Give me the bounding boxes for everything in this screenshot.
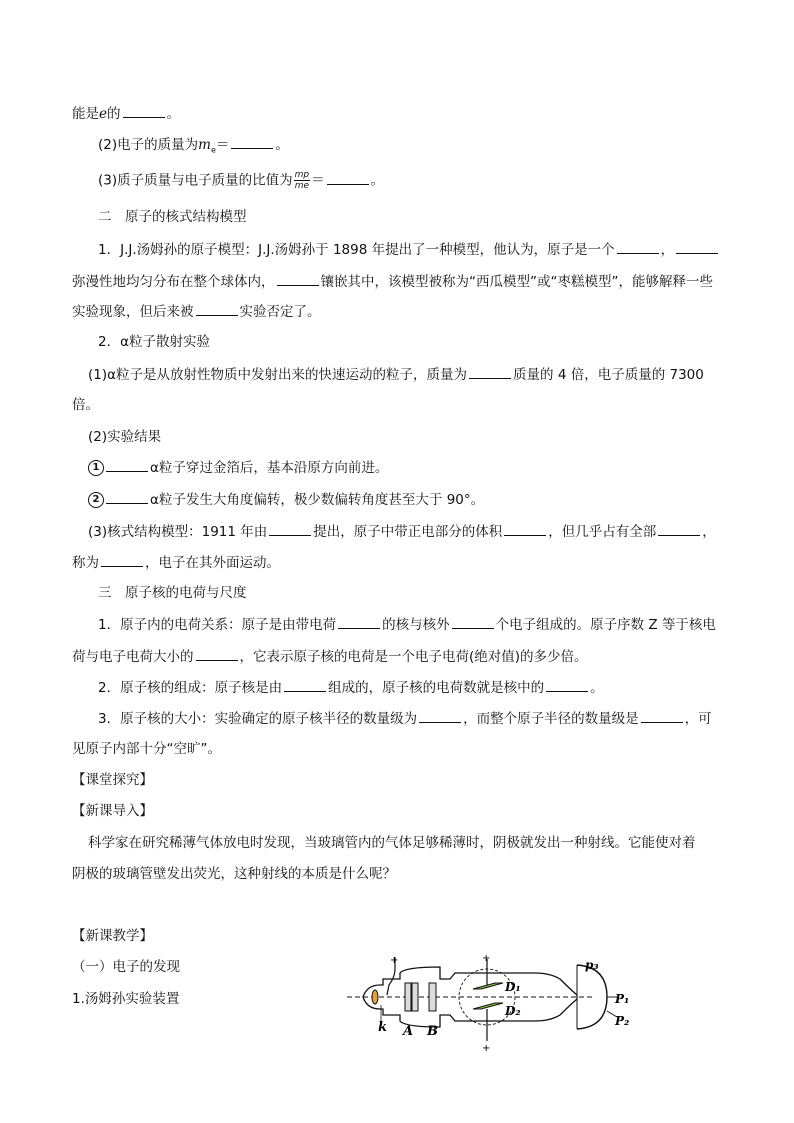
blank[interactable]: [231, 135, 273, 149]
blank[interactable]: [469, 365, 511, 379]
circled-number-1: 1: [88, 460, 104, 476]
plate-D2: [473, 1003, 503, 1009]
line-5: 1．J.J.汤姆孙的原子模型：J.J.汤姆孙于 1898 年提出了一种模型，他认为，原子是一个 ，: [98, 240, 720, 259]
section-classroom-inquiry: 【课堂探究】: [72, 772, 153, 788]
label-B: B: [427, 1024, 438, 1039]
line-3: (3)质子质量与电子质量的比值为 $\frac{mp}{me}$ ＝ 。: [98, 170, 385, 191]
section-new-lesson-teaching: 【新课教学】: [72, 928, 153, 944]
label-k: k: [378, 1020, 388, 1035]
blank[interactable]: [617, 240, 659, 254]
blank[interactable]: [196, 647, 238, 661]
blank[interactable]: [327, 171, 369, 185]
subsection-electron-discovery: （一）电子的发现: [72, 959, 180, 975]
blank[interactable]: [196, 302, 238, 316]
blank[interactable]: [277, 272, 319, 286]
blank[interactable]: [101, 553, 143, 567]
anode-A-ring: [412, 983, 418, 1011]
circled-number-2: 2: [88, 492, 104, 508]
plus-terminal-label: +: [390, 955, 399, 966]
blank[interactable]: [504, 522, 546, 536]
intro-paragraph-line-1: 科学家在研究稀薄气体放电时发现，当玻璃管内的气体足够稀薄时，阴极就发出一种射线。它能使对着: [88, 835, 696, 851]
thomson-apparatus-diagram: [345, 955, 635, 1055]
line-17: 1．原子内的电荷关系：原子是由带电荷 的核与核外 个电子组成的。原子序数 Z 等于核电: [98, 617, 716, 633]
line-6: 弥漫性地均匀分布在整个球体内， 镶嵌其中，该模型被称为“西瓜模型”或“枣糕模型”，能够解释一些: [72, 274, 713, 290]
label-p3: p₃: [585, 958, 599, 972]
line-20: 3．原子核的大小：实验确定的原子核半径的数量级为 ，而整个原子半径的数量级是 ，可: [98, 711, 712, 727]
top-terminal-label: +: [482, 955, 491, 964]
blank[interactable]: [641, 709, 683, 723]
line-14: (3)核式结构模型：1911 年由 提出，原子中带正电部分的体积 ，但几乎占有全部 ，: [88, 524, 716, 540]
line-1: 能是e的 。: [72, 106, 180, 122]
line-10: 倍。: [72, 397, 99, 413]
line-12: 1 α粒子穿过金箔后，基本沿原方向前进。: [88, 458, 388, 477]
line-7: 实验现象，但后来被 实验否定了。: [72, 304, 321, 320]
bottom-terminal-label: +: [482, 1043, 491, 1054]
section-heading-2: 二 原子的核式结构模型: [98, 209, 247, 225]
line-19: 2．原子核的组成：原子核是由 组成的，原子核的电荷数就是核中的 。: [98, 680, 604, 696]
blank[interactable]: [338, 615, 380, 629]
mass-ratio-fraction: $\frac{mp}{me}$: [294, 170, 310, 191]
line-2: (2)电子的质量为$m_e=$ 。: [98, 137, 289, 155]
anode-B: [429, 983, 436, 1011]
label-D1: D₁: [505, 980, 521, 994]
line-11: (2)实验结果: [88, 429, 162, 445]
blank[interactable]: [452, 615, 494, 629]
blank[interactable]: [123, 104, 165, 118]
blank[interactable]: [284, 678, 326, 692]
intro-paragraph-line-2: 阴极的玻璃管壁发出荧光，这种射线的本质是什么呢？: [72, 866, 396, 882]
blank[interactable]: [658, 522, 700, 536]
blank[interactable]: [269, 522, 311, 536]
line-9: (1)α粒子是从放射性物质中发射出来的快速运动的粒子，质量为 质量的 4 倍，电子质量的 7300: [88, 367, 704, 383]
blank[interactable]: [676, 240, 718, 254]
line-21: 见原子内部十分“空旷”。: [72, 741, 221, 757]
line-8: 2．α粒子散射实验: [98, 334, 210, 350]
line-15: 称为 ，电子在其外面运动。: [72, 555, 280, 571]
cathode-electrode: [372, 990, 378, 1004]
section-heading-3: 三 原子核的电荷与尺度: [98, 585, 247, 601]
anode-A: [405, 983, 411, 1011]
label-A: A: [403, 1024, 414, 1039]
blank[interactable]: [419, 709, 461, 723]
label-p1: P₁: [615, 992, 630, 1006]
label-D2: D₂: [505, 1004, 521, 1018]
blank[interactable]: [546, 678, 588, 692]
plate-D1: [473, 983, 503, 989]
blank[interactable]: [106, 458, 148, 472]
line-18: 荷与电子电荷大小的 ，它表示原子核的电荷是一个电子电荷(绝对值)的多少倍。: [72, 649, 588, 665]
blank[interactable]: [106, 490, 148, 504]
thomson-apparatus-label: 1.汤姆孙实验装置: [72, 991, 180, 1007]
section-new-lesson-intro: 【新课导入】: [72, 803, 153, 819]
label-p2: P₂: [615, 1014, 630, 1028]
line-13: 2 α粒子发生大角度偏转，极少数偏转角度甚至大于 90°。: [88, 490, 484, 509]
